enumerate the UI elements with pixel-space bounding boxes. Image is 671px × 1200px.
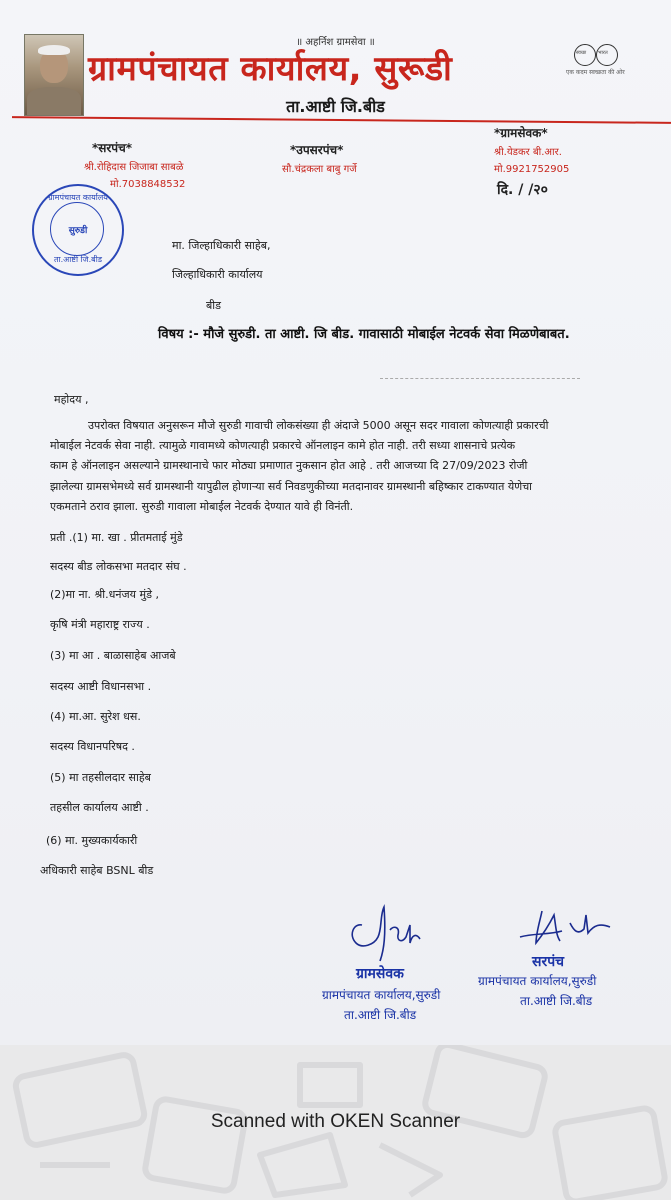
recipient-line-2: जिल्हाधिकारी कार्यालय: [172, 268, 263, 281]
copy-line-1: प्रती .(1) मा. खा . प्रीतमताई मुंडे: [50, 531, 183, 544]
copy-line-8: सदस्य विधानपरिषद .: [50, 740, 135, 753]
gramsevak-signature: [340, 895, 440, 965]
divider: [380, 378, 580, 379]
gramsevak-block: *ग्रामसेवक* श्री.येडकर बी.आर. मो.9921752905: [494, 126, 570, 175]
copy-line-11: (6) मा. मुख्यकार्यकारी: [46, 834, 138, 847]
sarpanch-address: ता.आष्टी जि.बीड: [520, 994, 593, 1008]
sarpanch-signature: [514, 903, 624, 953]
body-line-5: एकमताने ठराव झाला. सुरुडी गावाला मोबाईल नेटवर्क देण्यात यावे ही विनंती.: [50, 500, 354, 513]
office-stamp: ग्रामपंचायत कार्यालय सुरुडी ता.आष्टी जि.बीड: [32, 184, 124, 276]
recipient-line-1: मा. जिल्हाधिकारी साहेब,: [172, 239, 271, 252]
copy-line-9: (5) मा तहसीलदार साहेब: [50, 771, 151, 784]
copy-line-12: अधिकारी साहेब BSNL बीड: [40, 864, 154, 877]
scanner-footer: [0, 1045, 671, 1200]
header-divider: [12, 116, 671, 124]
header-motto: ॥ अहर्निश ग्रामसेवा ॥: [296, 37, 375, 48]
gramsevak-office: ग्रामपंचायत कार्यालय,सुरुडी: [322, 988, 441, 1002]
copy-line-3: (2)मा ना. श्री.धनंजय मुंडे ,: [50, 588, 159, 601]
copy-line-10: तहसील कार्यालय आष्टी .: [50, 801, 149, 814]
copy-line-4: कृषि मंत्री महाराष्ट्र राज्य .: [50, 618, 150, 631]
sarpanch-title: सरपंच: [532, 954, 565, 970]
date-line: दि. / /२०: [497, 182, 548, 198]
gramsevak-title: ग्रामसेवक: [356, 966, 404, 982]
scanner-watermark-text: Scanned with OKEN Scanner: [210, 1111, 461, 1132]
swachh-bharat-logo: स्वच्छ भारत एक कदम स्वच्छता की ओर: [566, 44, 628, 78]
sarpanch-block: *सरपंच* श्री.रोहिदास जिजाबा साबळे मो.7038848532: [84, 141, 186, 190]
upsarpanch-block: *उपसरपंच* सौ.चंद्रकला बाबु गर्जे: [282, 143, 357, 175]
copy-line-6: सदस्य आष्टी विधानसभा .: [50, 680, 152, 693]
body-line-1: उपरोक्त विषयात अनुसरून मौजे सुरुडी गावाची लोकसंख्या ही अंदाजे 5000 असून सदर गावाला कोणत्याही प्रकारची: [88, 419, 549, 432]
body-line-4: झालेल्या ग्रामसभेमध्ये सर्व ग्रामस्थानी यापुढील होणाऱ्या सर्व निवडणुकीच्या मतदानावर ग्रामस्थानी बहिष्कार टाकण्यात येणेचा: [50, 480, 533, 493]
sarpanch-office: ग्रामपंचायत कार्यालय,सुरुडी: [478, 974, 597, 988]
gramsevak-address: ता.आष्टी जि.बीड: [344, 1008, 417, 1022]
letterhead-title: ग्रामपंचायत कार्यालय, सुरूडी: [88, 49, 453, 89]
body-line-2: मोबाईल नेटवर्क सेवा नाही. त्यामुळे गावामध्ये कोणत्याही प्रकारचे ऑनलाइन कामे होत नाही. तरी सध्या शासनाचे प्रत्येक: [50, 439, 516, 452]
subject-line: विषय :- मौजे सुरुडी. ता आष्टी. जि बीड. गावासाठी मोबाईल नेटवर्क सेवा मिळणेबाबत.: [158, 327, 570, 342]
copy-line-5: (3) मा आ . बाळासाहेब आजबे: [50, 649, 176, 662]
body-line-3: काम हे ऑनलाइन असल्याने ग्रामस्थानाचे फार मोठ्या प्रमाणात नुकसान होत आहे . तरी आजच्या दि 27/09/2023 रोजी: [50, 459, 528, 472]
letterhead-address: ता.आष्टी जि.बीड: [286, 97, 385, 116]
copy-line-2: सदस्य बीड लोकसभा मतदार संघ .: [50, 560, 187, 573]
recipient-line-3: बीड: [206, 299, 222, 312]
copy-line-7: (4) मा.आ. सुरेश धस.: [50, 710, 141, 723]
salutation: महोदय ,: [54, 393, 89, 406]
